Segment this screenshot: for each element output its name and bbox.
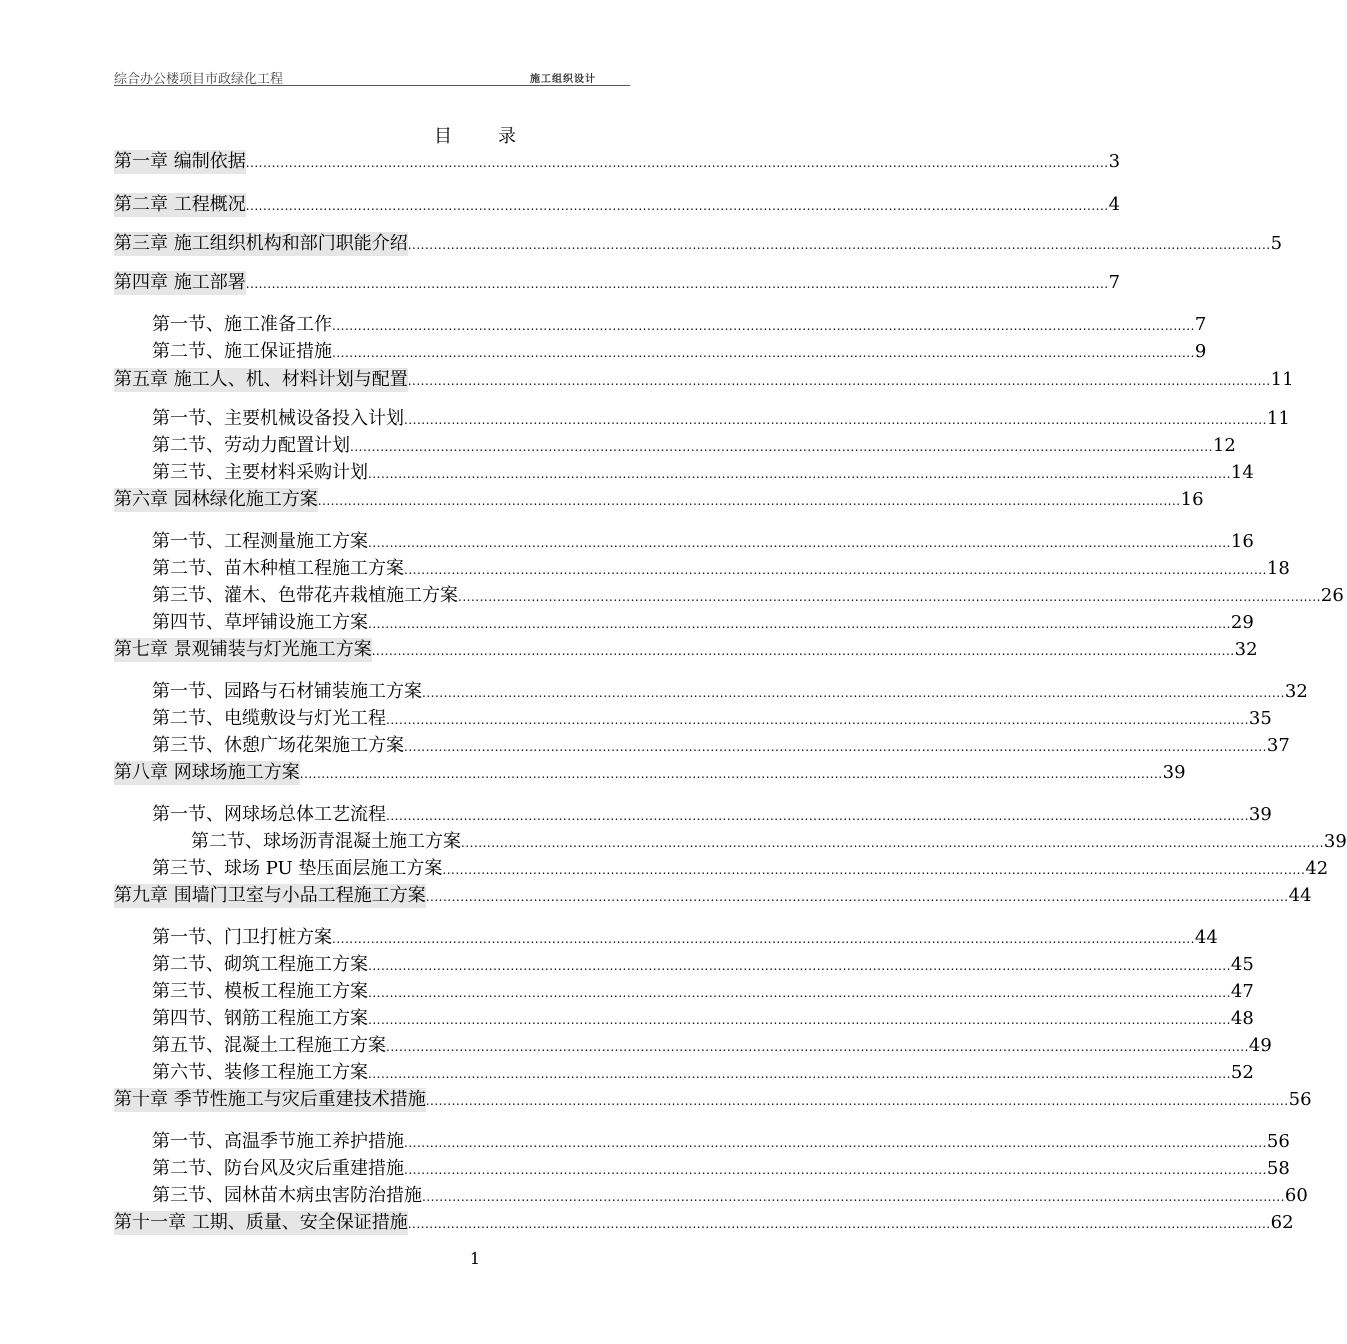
- toc-dot-leader: ........................................................................................................................................................................................................: [404, 740, 1267, 754]
- toc-dot-leader: ........................................................................................................................................................................................................: [404, 413, 1267, 427]
- toc-entry-label: 第五节、混凝土工程施工方案: [152, 1035, 386, 1056]
- toc-section-entry[interactable]: [152, 1184, 1308, 1208]
- toc-entry-label: 第三节、主要材料采购计划: [152, 462, 368, 483]
- toc-entry-page: 62: [1270, 1212, 1294, 1233]
- toc-entry-label: 第二节、苗木种植工程施工方案: [152, 558, 404, 579]
- toc-dot-leader: ........................................................................................................................................................................................................: [458, 590, 1321, 604]
- toc-entry-label: 第二节、施工保证措施: [152, 341, 332, 362]
- toc-entry-label: 第一节、施工准备工作: [152, 314, 332, 335]
- toc-dot-leader: ........................................................................................................................................................................................................: [245, 277, 1109, 291]
- toc-section-entry[interactable]: [152, 707, 1272, 731]
- toc-dot-leader: ........................................................................................................................................................................................................: [368, 959, 1231, 973]
- toc-entry-label: 第一节、高温季节施工养护措施: [152, 1131, 404, 1152]
- toc-entry-label: 第三节、模板工程施工方案: [152, 981, 368, 1002]
- toc-dot-leader: ........................................................................................................................................................................................................: [368, 536, 1231, 550]
- header-document-type: 施工组织设计: [530, 74, 596, 85]
- toc-entry-page: 39: [1162, 762, 1186, 783]
- toc-section-entry[interactable]: [152, 340, 1207, 364]
- toc-entry-label: 第二节、劳动力配置计划: [152, 435, 350, 456]
- toc-title: [0, 122, 950, 148]
- toc-dot-leader: ........................................................................................................................................................................................................: [404, 563, 1267, 577]
- toc-dot-leader: ........................................................................................................................................................................................................: [332, 346, 1195, 360]
- toc-entry-page: 47: [1230, 981, 1254, 1002]
- toc-entry-page: 32: [1284, 681, 1308, 702]
- toc-chapter-entry[interactable]: [114, 150, 1121, 174]
- toc-entry-label: 第十章 季节性施工与灾后重建技术措施: [114, 1089, 426, 1110]
- toc-section-entry[interactable]: [152, 461, 1254, 485]
- toc-title-char-2: 录: [498, 126, 516, 147]
- page-number: 1: [469, 1249, 481, 1268]
- toc-entry-page: 58: [1266, 1158, 1290, 1179]
- toc-chapter-entry[interactable]: [114, 884, 1312, 908]
- toc-entry-label: 第六节、装修工程施工方案: [152, 1062, 368, 1083]
- toc-entry-page: 39: [1248, 804, 1272, 825]
- toc-dot-leader: ........................................................................................................................................................................................................: [386, 713, 1249, 727]
- toc-entry-label: 第十一章 工期、质量、安全保证措施: [114, 1212, 408, 1233]
- toc-dot-leader: ........................................................................................................................................................................................................: [245, 199, 1109, 213]
- toc-entry-label: 第二节、防台风及灾后重建措施: [152, 1158, 404, 1179]
- toc-entry-label: 第四章 施工部署: [114, 272, 246, 293]
- toc-entry-label: 第一章 编制依据: [114, 151, 246, 172]
- toc-entry-label: 第二节、球场沥青混凝土施工方案: [191, 831, 461, 852]
- toc-dot-leader: ........................................................................................................................................................................................................: [371, 644, 1235, 658]
- toc-section-entry[interactable]: [152, 953, 1254, 977]
- toc-entry-label: 第四节、钢筋工程施工方案: [152, 1008, 368, 1029]
- toc-entry-page: 60: [1284, 1185, 1308, 1206]
- toc-entry-label: 第八章 网球场施工方案: [114, 762, 300, 783]
- toc-entry-label: 第六章 园林绿化施工方案: [114, 489, 318, 510]
- toc-dot-leader: ........................................................................................................................................................................................................: [386, 1040, 1249, 1054]
- toc-entry-page: 26: [1320, 585, 1344, 606]
- toc-section-entry[interactable]: [152, 313, 1207, 337]
- toc-section-entry[interactable]: [152, 980, 1254, 1004]
- toc-section-entry[interactable]: [152, 1157, 1290, 1181]
- toc-dot-leader: ........................................................................................................................................................................................................: [368, 986, 1231, 1000]
- toc-entry-label: 第一节、门卫打桩方案: [152, 927, 332, 948]
- toc-entry-page: 56: [1266, 1131, 1290, 1152]
- toc-chapter-entry[interactable]: [114, 638, 1258, 662]
- toc-title-char-1: 目: [434, 126, 452, 147]
- toc-entry-page: 3: [1108, 151, 1121, 172]
- toc-dot-leader: ........................................................................................................................................................................................................: [407, 1217, 1271, 1231]
- toc-entry-page: 45: [1230, 954, 1254, 975]
- toc-entry-page: 35: [1248, 708, 1272, 729]
- toc-entry-page: 11: [1266, 408, 1290, 429]
- toc-chapter-entry[interactable]: [114, 761, 1186, 785]
- toc-entry-page: 56: [1288, 1089, 1312, 1110]
- toc-entry-label: 第三章 施工组织机构和部门职能介绍: [114, 233, 408, 254]
- toc-entry-label: 第二节、砌筑工程施工方案: [152, 954, 368, 975]
- toc-section-entry[interactable]: [152, 857, 1329, 881]
- toc-entry-page: 14: [1230, 462, 1254, 483]
- toc-dot-leader: ........................................................................................................................................................................................................: [404, 1163, 1267, 1177]
- toc-entry-label: 第九章 围墙门卫室与小品工程施工方案: [114, 885, 426, 906]
- toc-dot-leader: ........................................................................................................................................................................................................: [425, 890, 1289, 904]
- toc-entry-label: 第三节、球场 PU 垫压面层施工方案: [152, 858, 443, 879]
- toc-entry-page: 4: [1108, 194, 1121, 215]
- toc-section-entry[interactable]: [152, 584, 1344, 608]
- toc-dot-leader: ........................................................................................................................................................................................................: [407, 374, 1271, 388]
- toc-dot-leader: ........................................................................................................................................................................................................: [422, 686, 1285, 700]
- toc-dot-leader: ........................................................................................................................................................................................................: [368, 1013, 1231, 1027]
- toc-chapter-entry[interactable]: [114, 271, 1121, 295]
- toc-chapter-entry[interactable]: [114, 232, 1283, 256]
- toc-entry-label: 第二章 工程概况: [114, 194, 246, 215]
- toc-dot-leader: ........................................................................................................................................................................................................: [299, 767, 1163, 781]
- toc-dot-leader: ........................................................................................................................................................................................................: [461, 836, 1324, 850]
- toc-entry-page: 37: [1266, 735, 1290, 756]
- toc-entry-page: 7: [1108, 272, 1121, 293]
- toc-entry-page: 52: [1230, 1062, 1254, 1083]
- toc-chapter-entry[interactable]: [114, 488, 1204, 512]
- toc-entry-page: 42: [1305, 858, 1329, 879]
- toc-dot-leader: ........................................................................................................................................................................................................: [332, 932, 1195, 946]
- toc-entry-label: 第一节、园路与石材铺装施工方案: [152, 681, 422, 702]
- toc-entry-page: 48: [1230, 1008, 1254, 1029]
- toc-entry-label: 第七章 景观铺装与灯光施工方案: [114, 639, 372, 660]
- toc-entry-page: 39: [1323, 831, 1347, 852]
- toc-dot-leader: ........................................................................................................................................................................................................: [245, 156, 1109, 170]
- header-project-title: 综合办公楼项目市政绿化工程: [114, 72, 284, 87]
- toc-entry-page: 18: [1266, 558, 1290, 579]
- toc-section-entry[interactable]: [152, 1007, 1254, 1031]
- toc-dot-leader: ........................................................................................................................................................................................................: [422, 1190, 1285, 1204]
- toc-dot-leader: ........................................................................................................................................................................................................: [404, 1136, 1267, 1150]
- toc-entry-label: 第三节、休憩广场花架施工方案: [152, 735, 404, 756]
- toc-dot-leader: ........................................................................................................................................................................................................: [425, 1094, 1289, 1108]
- toc-entry-page: 5: [1270, 233, 1283, 254]
- toc-entry-label: 第四节、草坪铺设施工方案: [152, 612, 368, 633]
- toc-entry-page: 11: [1270, 369, 1294, 390]
- toc-dot-leader: ........................................................................................................................................................................................................: [332, 319, 1195, 333]
- toc-entry-page: 7: [1194, 314, 1207, 335]
- toc-chapter-entry[interactable]: [114, 193, 1121, 217]
- toc-section-entry[interactable]: [152, 734, 1290, 758]
- toc-section-entry[interactable]: [152, 926, 1218, 950]
- toc-entry-label: 第一节、工程测量施工方案: [152, 531, 368, 552]
- toc-section-entry[interactable]: [152, 557, 1290, 581]
- toc-entry-page: 16: [1230, 531, 1254, 552]
- toc-dot-leader: ........................................................................................................................................................................................................: [368, 467, 1231, 481]
- toc-entry-label: 第五章 施工人、机、材料计划与配置: [114, 369, 408, 390]
- toc-entry-page: 44: [1288, 885, 1312, 906]
- toc-section-entry[interactable]: [152, 803, 1272, 827]
- toc-entry-label: 第一节、主要机械设备投入计划: [152, 408, 404, 429]
- toc-section-entry[interactable]: [152, 611, 1254, 635]
- toc-entry-page: 32: [1234, 639, 1258, 660]
- toc-entry-page: 9: [1194, 341, 1207, 362]
- header-divider: [114, 85, 630, 86]
- toc-entry-page: 12: [1212, 435, 1236, 456]
- toc-entry-label: 第一节、网球场总体工艺流程: [152, 804, 386, 825]
- toc-section-entry[interactable]: [152, 680, 1308, 704]
- toc-entry-page: 29: [1230, 612, 1254, 633]
- toc-chapter-entry[interactable]: [114, 1088, 1312, 1112]
- toc-section-entry[interactable]: [152, 434, 1236, 458]
- toc-entry-page: 49: [1248, 1035, 1272, 1056]
- toc-section-entry[interactable]: [152, 1034, 1272, 1058]
- toc-entry-page: 16: [1180, 489, 1204, 510]
- toc-chapter-entry[interactable]: [114, 1211, 1294, 1235]
- toc-dot-leader: ........................................................................................................................................................................................................: [350, 440, 1213, 454]
- toc-section-entry[interactable]: [152, 1130, 1290, 1154]
- toc-dot-leader: ........................................................................................................................................................................................................: [386, 809, 1249, 823]
- toc-entry-label: 第二节、电缆敷设与灯光工程: [152, 708, 386, 729]
- toc-entry-label: 第三节、园林苗木病虫害防治措施: [152, 1185, 422, 1206]
- toc-entry-label: 第三节、灌木、色带花卉栽植施工方案: [152, 585, 458, 606]
- toc-dot-leader: ........................................................................................................................................................................................................: [368, 617, 1231, 631]
- toc-chapter-entry[interactable]: [114, 368, 1294, 392]
- toc-section-entry[interactable]: [191, 830, 1347, 854]
- toc-section-entry[interactable]: [152, 1061, 1254, 1085]
- toc-dot-leader: ........................................................................................................................................................................................................: [317, 494, 1181, 508]
- toc-dot-leader: ........................................................................................................................................................................................................: [407, 238, 1271, 252]
- toc-entry-page: 44: [1194, 927, 1218, 948]
- toc-dot-leader: ........................................................................................................................................................................................................: [442, 863, 1306, 877]
- toc-section-entry[interactable]: [152, 530, 1254, 554]
- toc-dot-leader: ........................................................................................................................................................................................................: [368, 1067, 1231, 1081]
- toc-section-entry[interactable]: [152, 407, 1290, 431]
